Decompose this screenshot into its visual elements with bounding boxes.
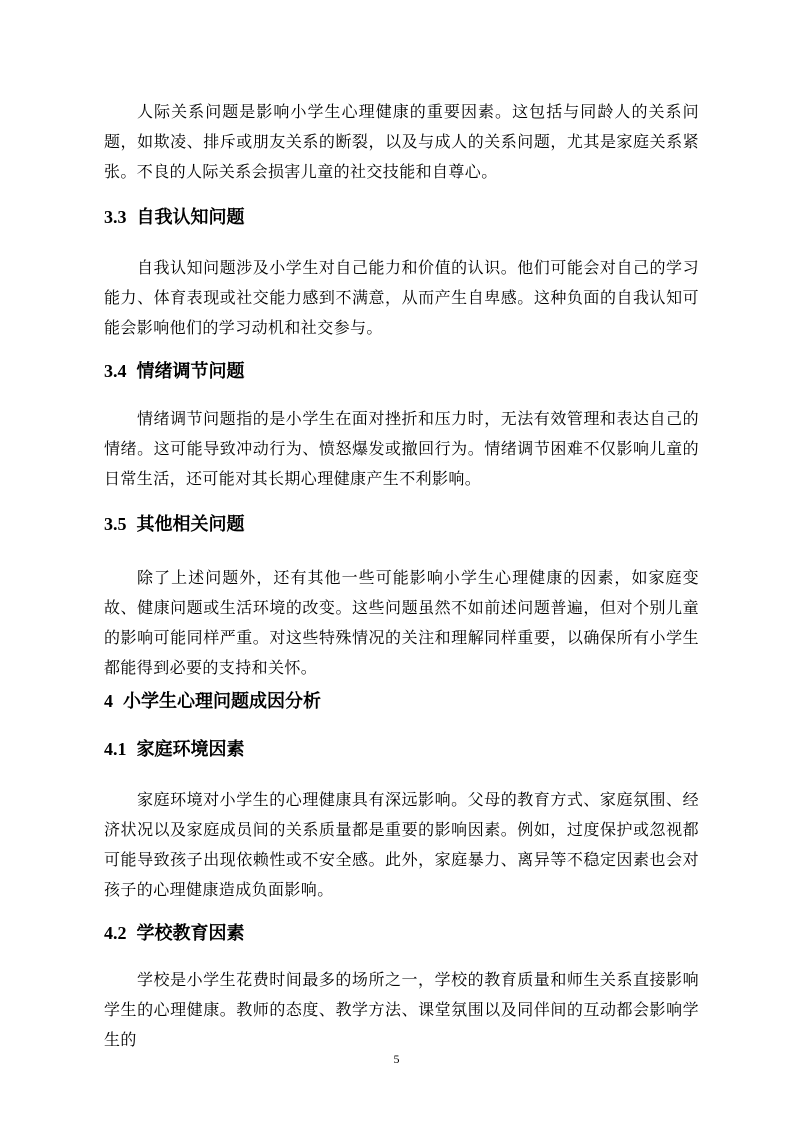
heading-number: 3.3: [104, 207, 127, 227]
paragraph-self-cognition: 自我认知问题涉及小学生对自己能力和价值的认识。他们可能会对自己的学习能力、体育表现或社交能力感到不满意，从而产生自卑感。这种负面的自我认知可能会影响他们的学习动机和社交参与。: [104, 258, 699, 337]
heading-number: 4: [104, 691, 113, 711]
heading-3-3: [104, 204, 245, 231]
heading-3-4: [104, 358, 245, 385]
heading-title: 家庭环境因素: [136, 739, 245, 760]
paragraph-emotion-regulation: 情绪调节问题指的是小学生在面对挫折和压力时，无法有效管理和表达自己的情绪。这可能导致冲动行为、愤怒爆发或撤回行为。情绪调节困难不仅影响儿童的日常生活，还可能对其长期心理健康产生不利影响。: [104, 409, 699, 488]
paragraph-school-education: 学校是小学生花费时间最多的场所之一，学校的教育质量和师生关系直接影响学生的心理健康。教师的态度、教学方法、课堂氛围以及同伴间的互动都会影响学生的: [104, 970, 699, 1049]
heading-title: 学校教育因素: [136, 923, 245, 944]
heading-title: 自我认知问题: [136, 207, 245, 228]
heading-number: 3.5: [104, 514, 127, 534]
paragraph-interpersonal: 人际关系问题是影响小学生心理健康的重要因素。这包括与同龄人的关系问题，如欺凌、排斥或朋友关系的断裂，以及与成人的关系问题，尤其是家庭关系紧张。不良的人际关系会损害儿童的社交技能和自尊心。: [104, 102, 699, 181]
heading-4-2: [104, 920, 245, 947]
heading-4: [104, 688, 321, 715]
page-number: 5: [393, 1052, 400, 1066]
heading-title: 其他相关问题: [136, 514, 245, 535]
paragraph-other-issues: 除了上述问题外，还有其他一些可能影响小学生心理健康的因素，如家庭变故、健康问题或生活环境的改变。这些问题虽然不如前述问题普遍，但对个别儿童的影响可能同样严重。对这些特殊情况的关注和理解同样重要，以确保所有小学生都能得到必要的支持和关怀。: [104, 568, 699, 677]
heading-title: 情绪调节问题: [136, 361, 245, 382]
paragraph-family-environment: 家庭环境对小学生的心理健康具有深远影响。父母的教育方式、家庭氛围、经济状况以及家庭成员间的关系质量都是重要的影响因素。例如，过度保护或忽视都可能导致孩子出现依赖性或不安全感。此外，家庭暴力、离异等不稳定因素也会对孩子的心理健康造成负面影响。: [104, 790, 699, 899]
heading-number: 4.2: [104, 923, 127, 943]
heading-4-1: [104, 736, 245, 763]
heading-3-5: [104, 511, 245, 538]
heading-number: 4.1: [104, 739, 127, 759]
heading-number: 3.4: [104, 361, 127, 381]
heading-title: 小学生心理问题成因分析: [123, 691, 321, 712]
